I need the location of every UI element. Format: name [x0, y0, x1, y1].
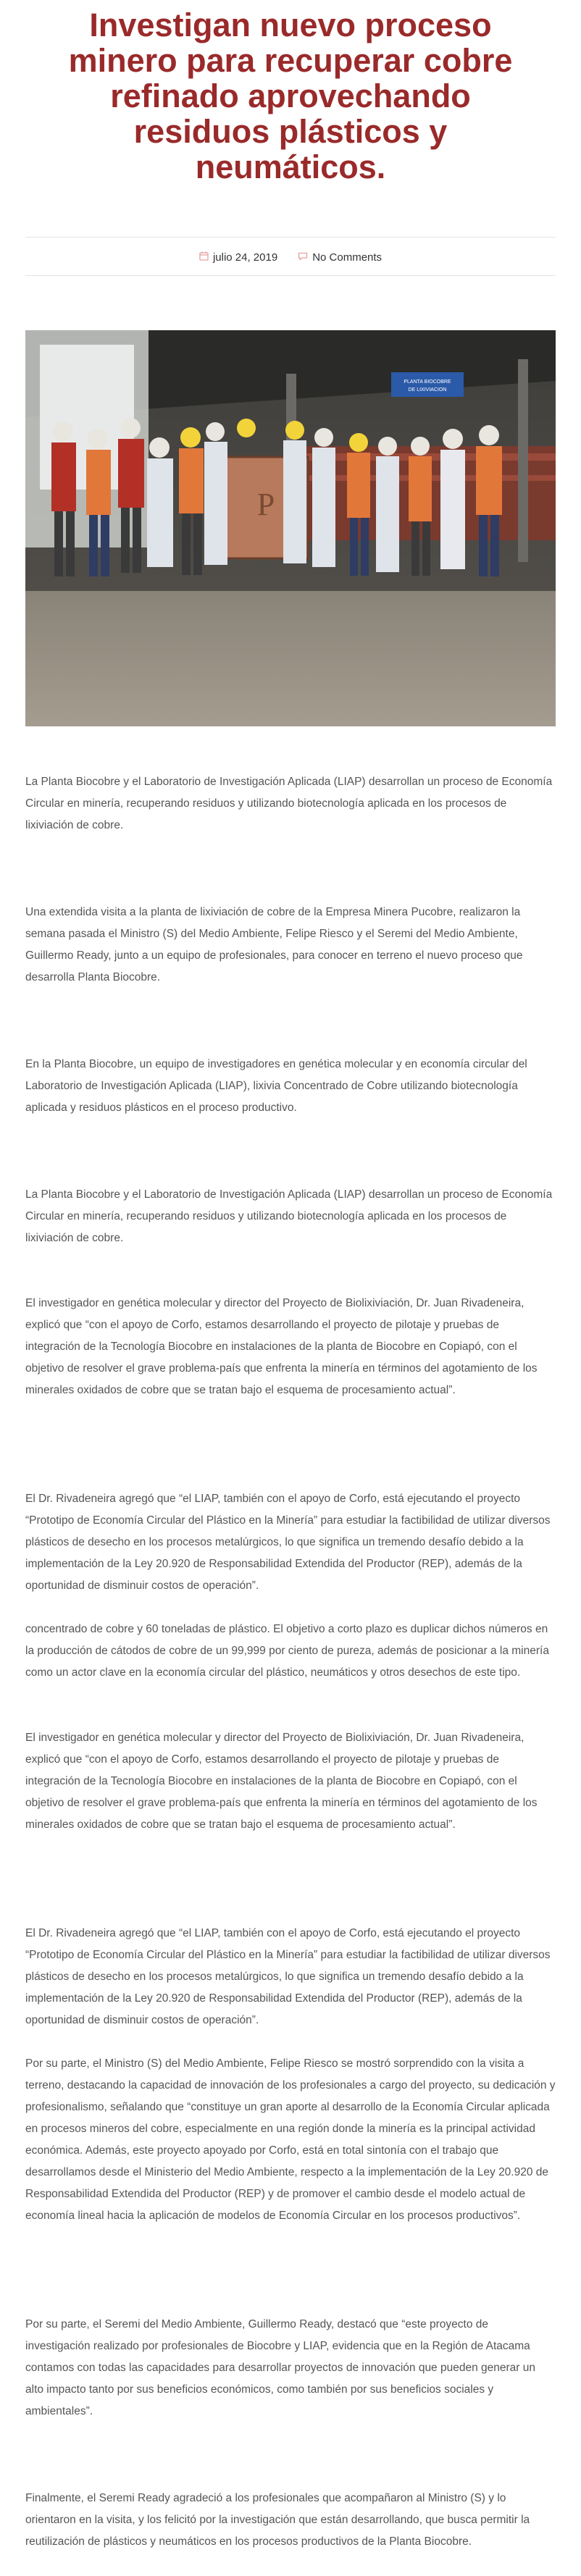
- meta-divider-bottom: [25, 275, 556, 276]
- comment-bubble-icon: [298, 251, 308, 264]
- svg-text:P: P: [256, 487, 275, 522]
- paragraph-11: Por su parte, el Seremi del Medio Ambiente, Guillermo Ready, destacó que “este proyecto de investigación realizado por profesionales de Biocobre y LIAP, evidencia que en la Región de Atacama contamos con todas las capacidades para desarrollar proyectos de innovación que pueden generar un alto impacto tanto por sus beneficios económicos, como también por sus beneficios sociales y ambientales”.: [25, 2318, 535, 2417]
- calendar-icon: [199, 251, 209, 264]
- meta-divider-top: [25, 237, 556, 238]
- svg-text:DE LIXIVIACION: DE LIXIVIACION: [408, 387, 447, 393]
- paragraph-12: Finalmente, el Seremi Ready agradeció a los profesionales que acompañaron al Ministro (S) y lo orientaron en la visita, y los felicitó por la investigación que están desarrollando, que busca permitir la reutilización de plásticos y neumáticos en los procesos productivos de la Planta Biocobre.: [25, 2492, 530, 2548]
- post-meta: [0, 249, 581, 265]
- post-date: [199, 251, 277, 264]
- paragraph-3: En la Planta Biocobre, un equipo de investigadores en genética molecular y en economía circular del Laboratorio de Investigación Aplicada (LIAP), lixivia Concentrado de Cobre utilizando biotecnología aplicada y residuos plásticos en el proceso productivo.: [25, 1058, 527, 1114]
- post-comments[interactable]: [298, 251, 382, 264]
- paragraph-5: El investigador en genética molecular y director del Proyecto de Biolixiviación, Dr. Juan Rivadeneira, explicó que “con el apoyo de Corfo, estamos desarrollando el proyecto de pilotaje y pruebas de integración de la Tecnología Biocobre en instalaciones de la planta de Biocobre en Copiapó, con el objetivo de resolver el grave problema-país que enfrenta la minería en términos del agotamiento de los minerales oxidados de cobre que se tratan bajo el esquema de procesamiento actual”.: [25, 1297, 538, 1396]
- comments-link[interactable]: No Comments: [312, 251, 383, 264]
- paragraph-7: concentrado de cobre y 60 toneladas de plástico. El objetivo a corto plazo es duplicar dichos números en la producción de cátodos de cobre de un 99,999 por ciento de pureza, además de posicionar a la minería como un actor clave en la economía circular del plástico, neumáticos y otros desechos de este tipo.: [25, 1623, 549, 1679]
- post-date-text: julio 24, 2019: [212, 251, 278, 264]
- paragraph-1: La Planta Biocobre y el Laboratorio de Investigación Aplicada (LIAP) desarrollan un proceso de Economía Circular en minería, recuperando residuos y utilizando biotecnología aplicada en los procesos de lixiviación de cobre.: [25, 776, 553, 831]
- paragraph-2: Una extendida visita a la planta de lixiviación de cobre de la Empresa Minera Pucobre, realizaron la semana pasada el Ministro (S) del Medio Ambiente, Felipe Riesco y el Seremi del Medio Ambiente, Guillermo Ready, junto a un equipo de profesionales, para conocer en terreno el nuevo proceso que desarrolla Planta Biocobre.: [25, 906, 523, 983]
- paragraph-9: El Dr. Rivadeneira agregó que “el LIAP, también con el apoyo de Corfo, está ejecutando el proyecto “Prototipo de Economía Circular del Plástico en la Minería” para estudiar la factibilidad de utilizar diversos plásticos de desecho en los procesos metalúrgicos, lo que significa un tremendo desafío debido a la implementación de la Ley 20.920 de Responsabilidad Extendida del Productor (REP), además de la oportunidad de disminuir costos de operación”.: [25, 1927, 551, 2026]
- paragraph-10: Por su parte, el Ministro (S) del Medio Ambiente, Felipe Riesco se mostró sorprendido con la visita a terreno, destacando la capacidad de innovación de los profesionales a cargo del proyecto, su dedicación y profesionalismo, señalando que “constituye un gran aporte al desarrollo de la Economía Circular aplicada en procesos mineros del cobre, especialmente en una región donde la minería es la principal actividad económica. Además, este proyecto apoyado por Corfo, está en total sintonía con el trabajo que desarrollamos desde el Ministerio del Medio Ambiente, respecto a la implementación de la Ley 20.920 de Responsabilidad Extendida del Productor (REP) y de promover el cambio desde el modelo actual de economía lineal hacia la aplicación de modelos de Economía Circular en los procesos productivos”.: [25, 2057, 556, 2222]
- paragraph-4: La Planta Biocobre y el Laboratorio de Investigación Aplicada (LIAP) desarrollan un proceso de Economía Circular en minería, recuperando residuos y utilizando biotecnología aplicada en los procesos de lixiviación de cobre.: [25, 1188, 553, 1244]
- paragraph-8: El investigador en genética molecular y director del Proyecto de Biolixiviación, Dr. Juan Rivadeneira, explicó que “con el apoyo de Corfo, estamos desarrollando el proyecto de pilotaje y pruebas de integración de la Tecnología Biocobre en instalaciones de la planta de Biocobre en Copiapó, con el objetivo de resolver el grave problema-país que enfrenta la minería en términos del agotamiento de los minerales oxidados de cobre que se tratan bajo el esquema de procesamiento actual”.: [25, 1732, 538, 1831]
- article-title: Investigan nuevo proceso minero para recuperar cobre refinado aprovechando residuos plásticos y neumáticos.: [68, 7, 513, 185]
- featured-photo: [25, 330, 556, 726]
- paragraph-6: El Dr. Rivadeneira agregó que “el LIAP, también con el apoyo de Corfo, está ejecutando el proyecto “Prototipo de Economía Circular del Plástico en la Minería” para estudiar la factibilidad de utilizar diversos plásticos de desecho en los procesos metalúrgicos, lo que significa un tremendo desafío debido a la implementación de la Ley 20.920 de Responsabilidad Extendida del Productor (REP), además de la oportunidad de disminuir costos de operación”.: [25, 1493, 551, 1592]
- photo-sign-text: PLANTA BIOCOBRE: [404, 379, 451, 385]
